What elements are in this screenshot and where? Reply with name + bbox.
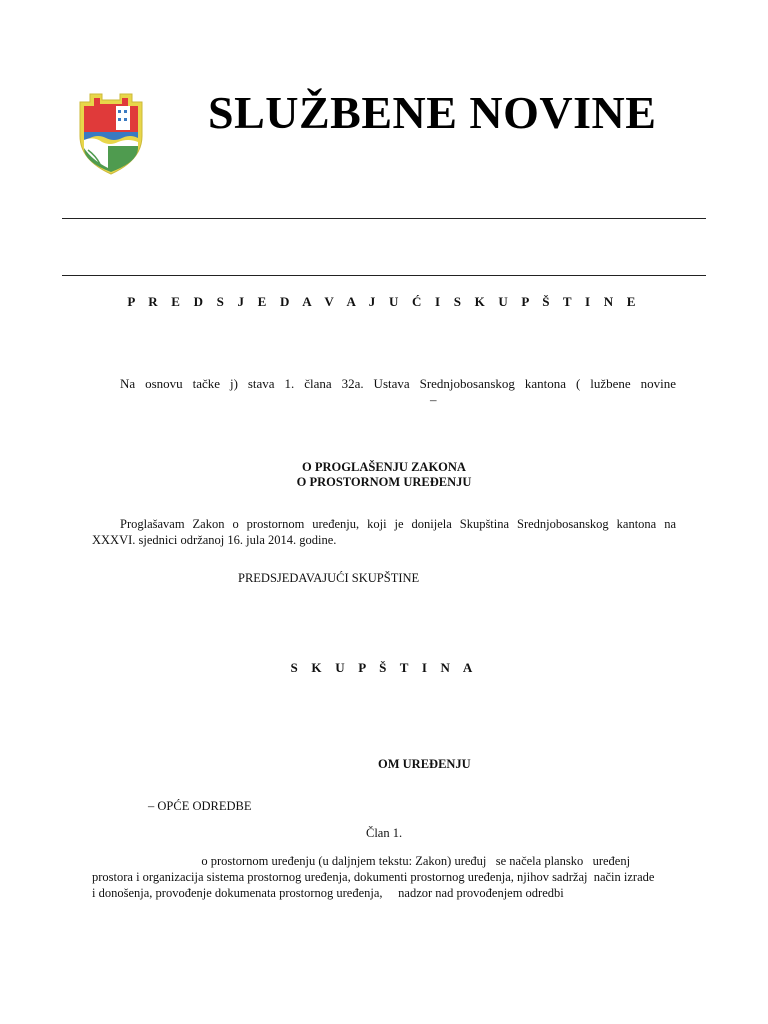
article-line-2: prostora i organizacija sistema prostornog uređenja, dokumenti prostornog uređenja, njihov sadržaj način izrade	[92, 870, 655, 884]
article-line-3: i donošenja, provođenje dokumenata prostornog uređenja, nadzor nad provođenjem odredbi	[92, 886, 564, 900]
section-heading: – OPĆE ODREDBE	[148, 799, 252, 813]
article-text	[92, 853, 676, 901]
bottom-rule	[62, 275, 706, 276]
proclamation-paragraph	[92, 516, 676, 548]
law-title-fragment: OM UREĐENJU	[378, 757, 471, 771]
top-rule	[62, 218, 706, 219]
proclamation-line-1: Proglašavam Zakon o prostornom uređenju, koji je donijela Skupština Srednjobosanskog kantona na	[120, 517, 676, 531]
coat-of-arms-icon	[72, 88, 150, 178]
decree-title-line-2: O PROSTORNOM UREĐENJU	[296, 475, 472, 489]
decree-title	[0, 460, 768, 490]
proclamation-line-2: XXXVI. sjednici održanoj 16. jula 2014. godine.	[92, 533, 337, 547]
article-heading: Član 1.	[366, 826, 403, 840]
decree-title-line-1: O PROGLAŠENJU ZAKONA	[302, 460, 466, 474]
masthead-title: SLUŽBENE NOVINE	[208, 87, 657, 138]
heading-skupstina: S K U P Š T I N A	[290, 660, 478, 675]
signature-line: PREDSJEDAVAJUĆI SKUPŠTINE	[238, 571, 420, 585]
heading-predsjedavajuci: P R E D S J E D A V A J U Ć I S K U P Š T I N E	[127, 294, 641, 309]
article-line-1: o prostornom uređenju (u daljnjem tekstu: Zakon) uređuj se načela plansko uređenj	[92, 854, 631, 868]
intro-dash: –	[430, 392, 437, 407]
intro-line: Na osnovu tačke j) stava 1. člana 32a. Ustava Srednjobosanskog kantona ( lužbene novine	[120, 376, 676, 391]
